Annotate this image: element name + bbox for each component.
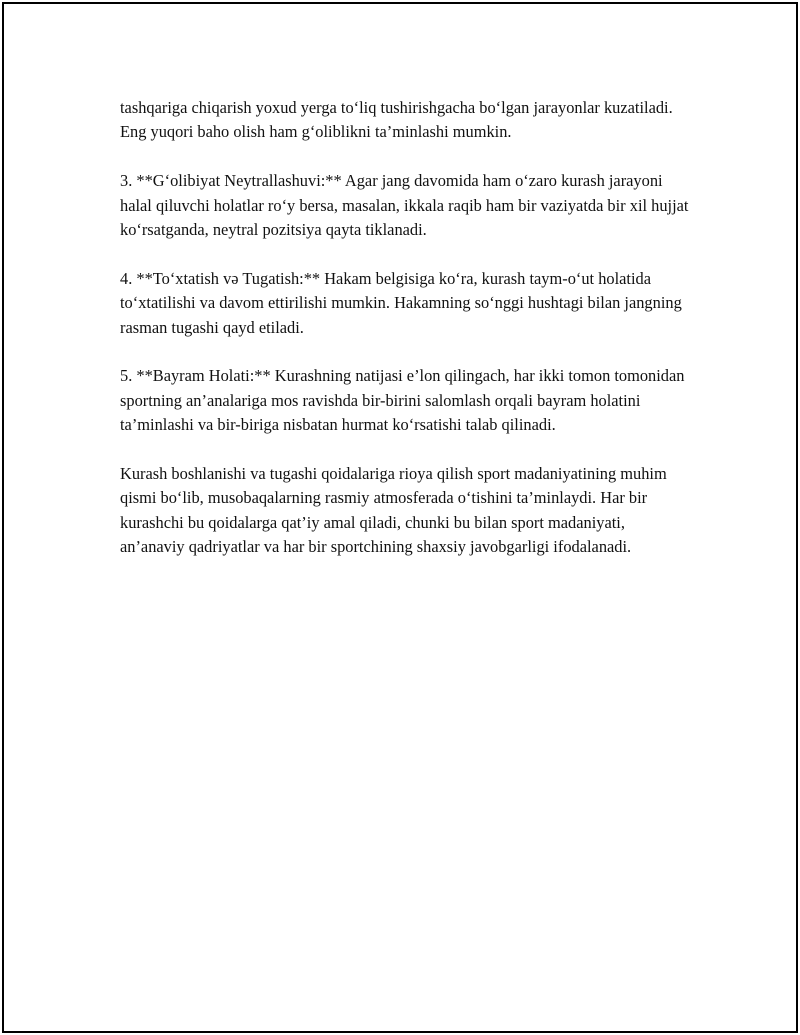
page-frame [2,2,798,1033]
document-body [120,96,690,584]
paragraph-continuation: tashqariga chiqarish yoxud yerga to‘liq tushirishgacha bo‘lgan jarayonlar kuzatiladi. Eng yuqori baho olish ham g‘oliblikni ta’minlashi mumkin. [120,98,673,142]
paragraph-item-4: 4. **To‘xtatish və Tugatish:** Hakam belgisiga ko‘ra, kurash taym-o‘ut holatida to‘xtatilishi va davom ettirilishi mumkin. Hakamning so‘nggi hushtagi bilan jangning rasman tugashi qayd etiladi. [120,268,682,337]
paragraph-item-3: 3. **G‘olibiyat Neytrallashuvi:** Agar jang davomida ham o‘zaro kurash jarayoni halal qiluvchi holatlar ro‘y bersa, masalan, ikkala raqib ham bir vaziyatda bir xil hujjat ko‘rsatganda, neytral pozitsiya qayta tiklanadi. [120,171,689,240]
paragraph-item-5: 5. **Bayram Holati:** Kurashning natijasi e’lon qilingach, har ikki tomon tomonidan sportning an’analariga mos ravishda bir-birini salomlash orqali bayram holatini ta’minlashi va bir-biriga nisbatan hurmat ko‘rsatishi talab qilinadi. [120,366,685,435]
paragraph-conclusion: Kurash boshlanishi va tugashi qoidalariga rioya qilish sport madaniyatining muhim qismi bo‘lib, musobaqalarning rasmiy atmosferada o‘tishini ta’minlaydi. Har bir kurashchi bu qoidalarga qat’iy amal qiladi, chunki bu bilan sport madaniyati, an’anaviy qadriyatlar va har bir sportchining shaxsiy javobgarligi ifodalanadi. [120,464,667,557]
